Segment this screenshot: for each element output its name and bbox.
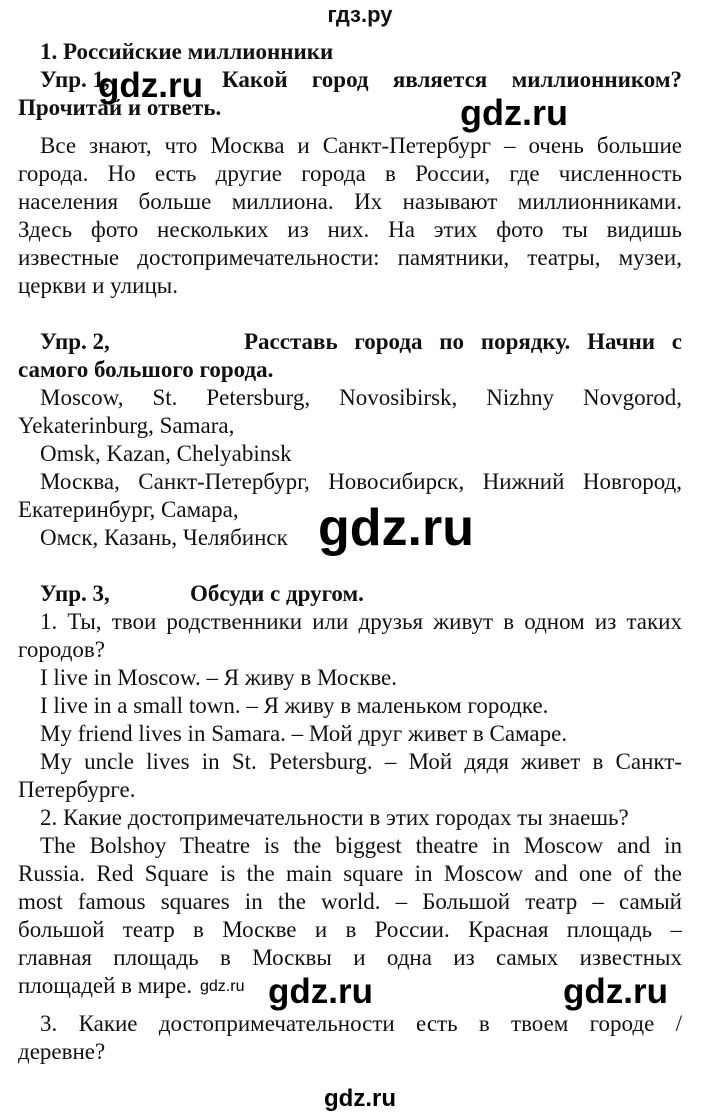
watermark: gdz.ru (268, 972, 373, 1011)
section-title: 1. Российские миллионники (40, 39, 334, 64)
text-line: населения больше миллиона. Их называют миллионниками. (18, 189, 682, 214)
text-line: Omsk, Kazan, Chelyabinsk (40, 441, 292, 466)
text-line: главная площадь в Москвы и одна из самых известных (18, 945, 682, 970)
text-line: большой театр в Москве и в России. Красная площадь – (18, 917, 682, 942)
text-line: города. Но есть другие города в России, где численность (18, 161, 682, 186)
exercise-instruction: Расставь города по порядку. Начни с (244, 329, 682, 354)
text-line: I live in Moscow. – Я живу в Москве. (40, 665, 398, 690)
text-line: My uncle lives in St. Petersburg. – Мой дядя живет в Санкт- (40, 749, 682, 774)
text-line: Здесь фото нескольких из них. На этих фото ты видишь (18, 217, 682, 242)
watermark: gdz.ru (460, 92, 568, 133)
text-line: Russia. Red Square is the main square in Moscow and one of the (18, 861, 682, 886)
text-line: 2. Какие достопримечательности в этих городах ты знаешь? (40, 805, 629, 830)
text-line: most famous squares in the world. – Большой театр – самый (18, 889, 682, 914)
site-header: гдз.ру (327, 2, 393, 27)
text-line: известные достопримечательности: памятники, театры, музеи, (18, 245, 682, 270)
exercise-heading (18, 328, 682, 356)
exercise-number: Упр. 2, (40, 329, 110, 354)
text-line: церкви и улицы. (18, 273, 178, 298)
text-line: 1. Ты, твои родственники или друзья живут в одном из таких (40, 609, 682, 634)
text-line: My friend lives in Samara. – Мой друг живет в Самаре. (40, 721, 568, 746)
watermark: gdz.ru (200, 978, 245, 995)
text-line: деревне? (18, 1039, 106, 1064)
text-line: Екатеринбург, Самара, (18, 497, 239, 522)
text-line: Прочитай и ответь. (18, 95, 222, 120)
watermark: gdz.ru (563, 972, 668, 1011)
text-line: Омск, Казань, Челябинск (40, 525, 288, 550)
exercise-number: Упр. 1, (40, 67, 110, 92)
text-line: The Bolshoy Theatre is the biggest theatre in Moscow and in (40, 833, 682, 858)
text-line: Петербурге. (18, 777, 136, 802)
text-line: Yekaterinburg, Samara, (18, 413, 235, 438)
watermark: gdz.ru (324, 1085, 396, 1112)
text-line: самого большого города. (18, 357, 274, 382)
text-line: Москва, Санкт-Петербург, Новосибирск, Нижний Новгород, (40, 469, 682, 494)
text-line: 3. Какие достопримечательности есть в твоем городе / (40, 1011, 682, 1036)
exercise-instruction: Какой город является миллионником? (222, 67, 682, 92)
text-line: городов? (18, 637, 105, 662)
text-line: I live in a small town. – Я живу в маленьком городке. (40, 693, 549, 718)
exercise-heading (18, 580, 682, 608)
text-line: площадей в мире. (18, 973, 193, 998)
text-line: Все знают, что Москва и Санкт-Петербург – очень большие (40, 133, 682, 158)
exercise-instruction: Обсуди с другом. (190, 581, 364, 606)
watermark: gdz.ru (318, 499, 474, 557)
text-line: Moscow, St. Petersburg, Novosibirsk, Nizhny Novgorod, (40, 385, 682, 410)
exercise-number: Упр. 3, (40, 581, 110, 606)
watermark: gdz.ru (98, 66, 203, 105)
